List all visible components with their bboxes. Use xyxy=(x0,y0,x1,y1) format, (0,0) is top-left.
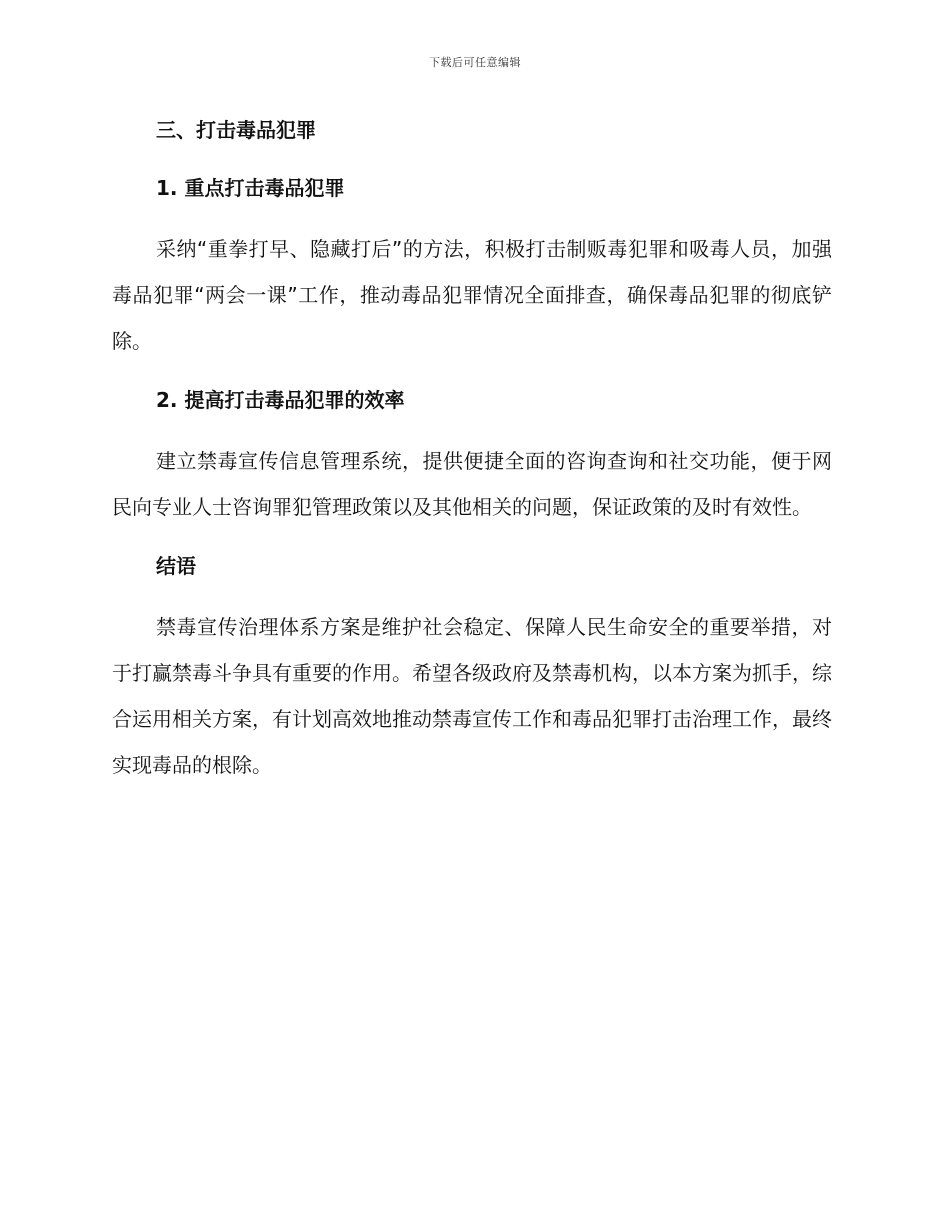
subsection-heading-3-1: 1. 重点打击毒品犯罪 xyxy=(156,176,345,200)
page-header-note: 下载后可任意编辑 xyxy=(429,56,521,69)
subsection-heading-3-2: 2. 提高打击毒品犯罪的效率 xyxy=(156,388,405,412)
paragraph-3-2: 建立禁毒宣传信息管理系统，提供便捷全面的咨询查询和社交功能，便于网民向专业人士咨询罪犯管理政策以及其他相关的问题，保证政策的及时有效性。 xyxy=(112,449,832,519)
paragraph-3-1: 采纳“重拳打早、隐藏打后”的方法，积极打击制贩毒犯罪和吸毒人员，加强毒品犯罪“两会一课”工作，推动毒品犯罪情况全面排查，确保毒品犯罪的彻底铲除。 xyxy=(112,237,832,353)
section-heading-3: 三、打击毒品犯罪 xyxy=(156,118,316,142)
conclusion-heading: 结语 xyxy=(156,554,196,578)
document-body xyxy=(112,110,832,804)
conclusion-paragraph: 禁毒宣传治理体系方案是维护社会稳定、保障人民生命安全的重要举措，对于打赢禁毒斗争具有重要的作用。希望各级政府及禁毒机构，以本方案为抓手，综合运用相关方案，有计划高效地推动禁毒宣传工作和毒品犯罪打击治理工作，最终实现毒品的根除。 xyxy=(112,615,832,777)
